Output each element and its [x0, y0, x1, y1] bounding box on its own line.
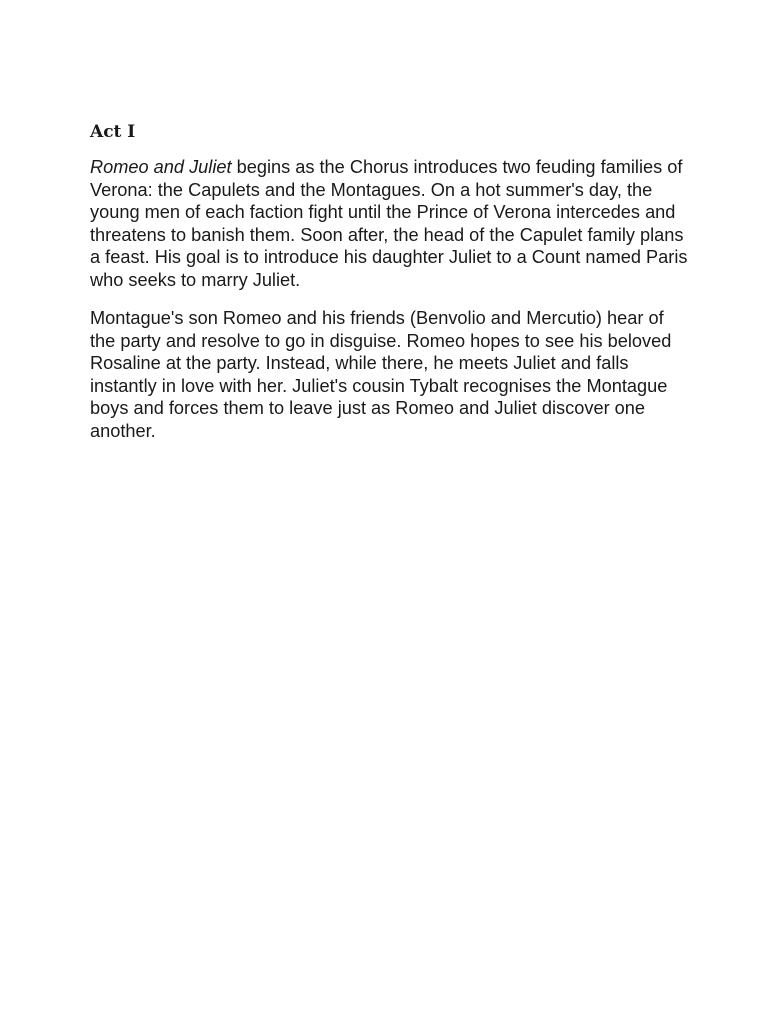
play-title: Romeo and Juliet — [90, 157, 232, 177]
paragraph-1 — [90, 156, 690, 291]
paragraph-2: Montague's son Romeo and his friends (Benvolio and Mercutio) hear of the party and resolve to go in disguise. Romeo hopes to see his beloved Rosaline at the party. Instead, while there, he meets Juliet and falls instantly in love with her. Juliet's cousin Tybalt recognises the Montague boys and forces them to leave just as Romeo and Juliet discover one another. — [90, 308, 672, 441]
section-heading: Act I — [90, 122, 136, 142]
document-body — [90, 120, 690, 458]
paragraph-1-text: begins as the Chorus introduces two feuding families of Verona: the Capulets and the Montagues. On a hot summer's day, the young men of each faction fight until the Prince of Verona intercedes and threatens to banish them. Soon after, the head of the Capulet family plans a feast. His goal is to introduce his daughter Juliet to a Count named Paris who seeks to marry Juliet. — [90, 157, 688, 290]
